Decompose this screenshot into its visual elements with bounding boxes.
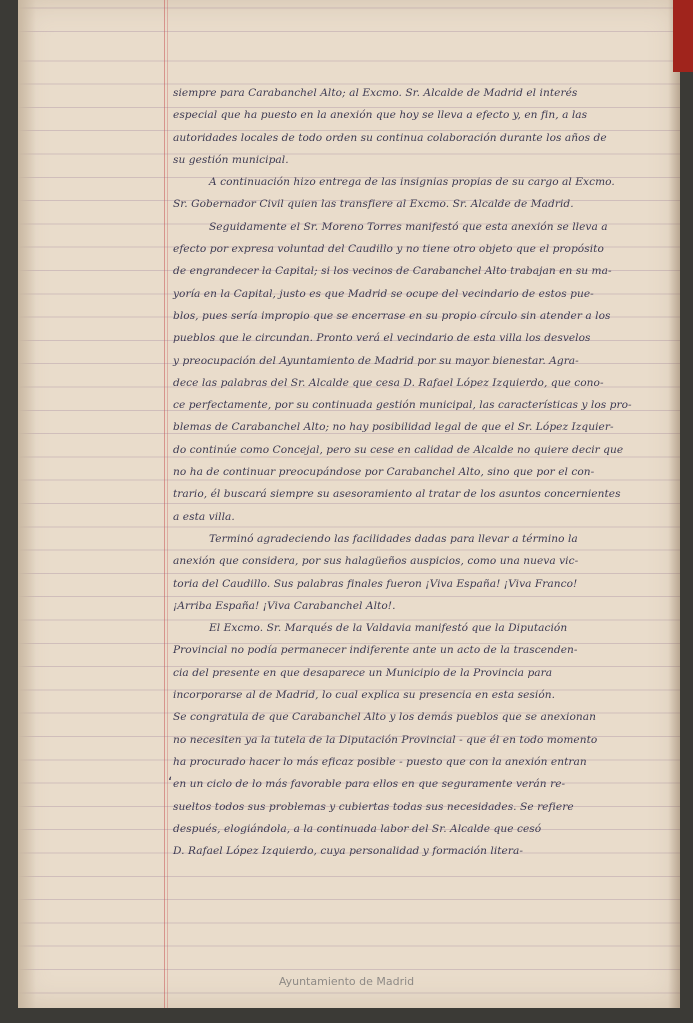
red-corner-tab	[673, 0, 693, 72]
text-line: después, elogiándola, a la continuada labor del Sr. Alcalde que cesó	[173, 822, 542, 835]
text-line: ha procurado hacer lo más eficaz posible - puesto que con la anexión entran	[173, 755, 587, 768]
text-line: Terminó agradeciendo las facilidades dadas para llevar a término la	[209, 532, 578, 545]
text-line: Se congratula de que Carabanchel Alto y los demás pueblos que se anexionan	[173, 711, 597, 724]
text-line: do continúe como Concejal, pero su cese en calidad de Alcalde no quiere decir que	[173, 443, 624, 456]
text-line: Sr. Gobernador Civil quien las transfiere al Excmo. Sr. Alcalde de Madrid.	[173, 198, 574, 211]
text-line: incorporarse al de Madrid, lo cual explica su presencia en esta sesión.	[173, 689, 556, 702]
manuscript-page	[18, 0, 680, 1008]
text-line: especial que ha puesto en la anexión que hoy se lleva a efecto y, en fin, a las	[173, 109, 588, 122]
handwritten-text-block	[173, 82, 675, 862]
text-line: no necesiten ya la tutela de la Diputación Provincial - que él en todo momento	[173, 733, 598, 746]
margin-mark: ʻ	[168, 775, 173, 791]
text-line: ce perfectamente, por su continuada gestión municipal, las características y los pro-	[173, 399, 632, 412]
text-line: de engrandecer la Capital; si los vecinos de Carabanchel Alto trabajan en su ma-	[173, 265, 612, 278]
text-line: anexión que considera, por sus halagüeños auspicios, como una nueva vic-	[173, 555, 579, 568]
text-line: ¡Arriba España! ¡Viva Carabanchel Alto!.	[173, 599, 396, 612]
text-line: toria del Caudillo. Sus palabras finales fueron ¡Viva España! ¡Viva Franco!	[173, 577, 578, 590]
text-line: no ha de continuar preocupándose por Carabanchel Alto, sino que por el con-	[173, 466, 595, 479]
text-line: autoridades locales de todo orden su continua colaboración durante los años de	[173, 131, 607, 144]
archive-footer: Ayuntamiento de Madrid	[278, 975, 415, 988]
text-line: blos, pues sería impropio que se encerrase en su propio círculo sin atender a los	[173, 309, 611, 322]
text-line: El Excmo. Sr. Marqués de la Valdavia manifestó que la Diputación	[209, 622, 568, 635]
text-line: blemas de Carabanchel Alto; no hay posibilidad legal de que el Sr. López Izquier-	[173, 421, 614, 434]
text-line: pueblos que le circundan. Pronto verá el vecindario de esta villa los desvelos	[173, 332, 591, 345]
text-line: su gestión municipal.	[173, 153, 289, 166]
text-line: y preocupación del Ayuntamiento de Madrid por su mayor bienestar. Agra-	[173, 354, 579, 367]
text-line: efecto por expresa voluntad del Caudillo y no tiene otro objeto que el propósito	[173, 243, 604, 256]
text-line: a esta villa.	[173, 510, 235, 523]
text-line: en un ciclo de lo más favorable para ellos en que seguramente verán re-	[173, 778, 566, 791]
text-line: trario, él buscará siempre su asesoramiento al tratar de los asuntos concernientes	[173, 488, 621, 501]
text-line: dece las palabras del Sr. Alcalde que cesa D. Rafael López Izquierdo, que cono-	[173, 376, 604, 389]
text-line: D. Rafael López Izquierdo, cuya personalidad y formación litera-	[173, 845, 523, 858]
margin-rule	[164, 0, 165, 1008]
text-line: sueltos todos sus problemas y cubiertas todas sus necesidades. Se refiere	[173, 800, 574, 813]
text-line: siempre para Carabanchel Alto; al Excmo. Sr. Alcalde de Madrid el interés	[173, 87, 578, 99]
text-line: Seguidamente el Sr. Moreno Torres manifestó que esta anexión se lleva a	[209, 220, 608, 233]
text-line: A continuación hizo entrega de las insignias propias de su cargo al Excmo.	[209, 176, 615, 189]
text-line: Provincial no podía permanecer indiferente ante un acto de la trascenden-	[173, 644, 578, 657]
text-line: cia del presente en que desaparece un Municipio de la Provincia para	[173, 666, 553, 679]
text-line: yoría en la Capital, justo es que Madrid se ocupe del vecindario de estos pue-	[173, 287, 594, 300]
